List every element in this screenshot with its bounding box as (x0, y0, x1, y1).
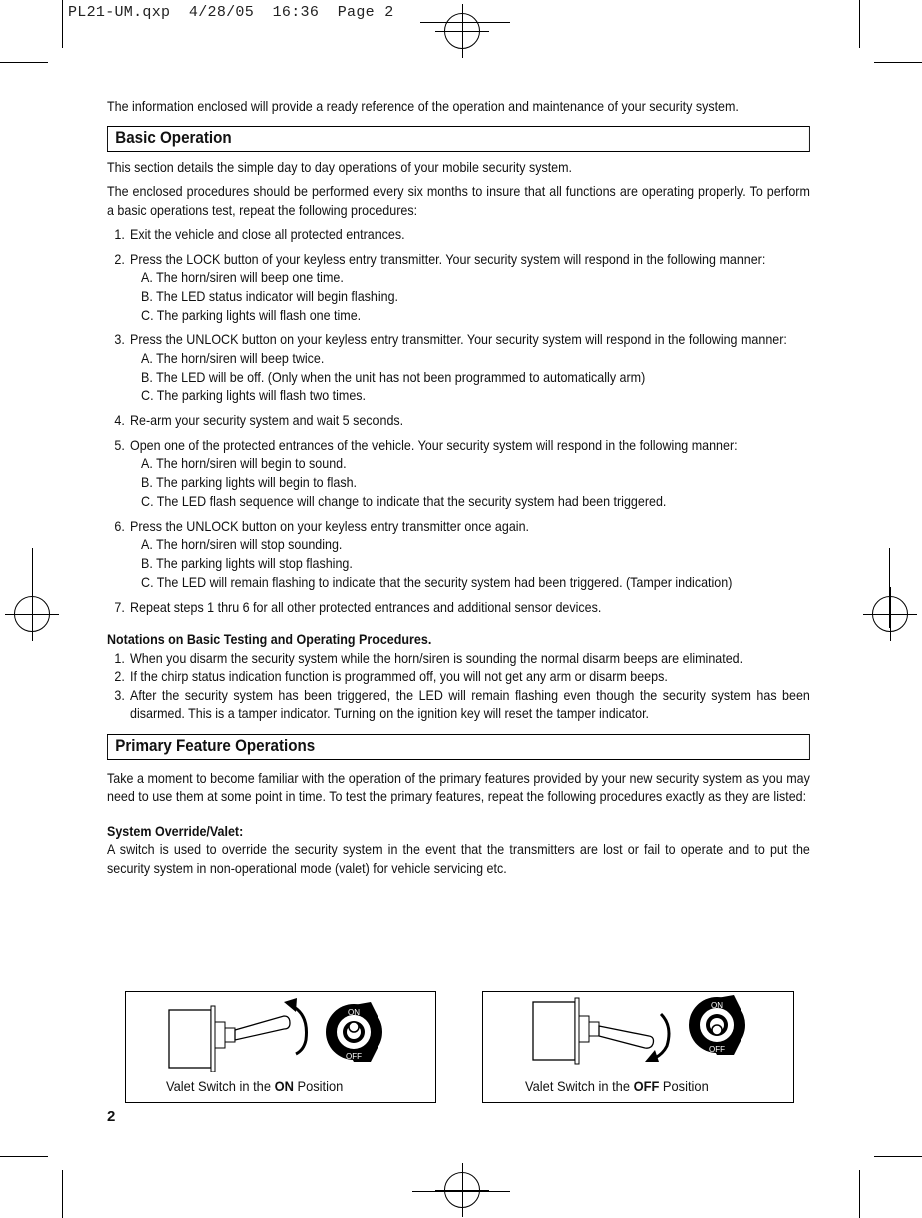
paragraph: Take a moment to become familiar with the operation of the primary features provided by your new security system as you may need to use them at some point in time. To test the primary features, repeat the following procedures exactly as they are listed: (107, 770, 810, 805)
toggle-switch-side-illustration (126, 992, 435, 1072)
switch-lever (599, 1026, 654, 1048)
step-text: Press the UNLOCK button on your keyless entry transmitter. Your security system will respond in the following manner: (130, 332, 787, 348)
caption-state: ON (274, 1078, 294, 1094)
sub-item: A. The horn/siren will beep one time. (141, 270, 344, 285)
registration-mark (444, 1172, 480, 1208)
sub-list (130, 269, 810, 325)
step-text: Re-arm your security system and wait 5 seconds. (130, 413, 404, 429)
figure-caption (525, 1078, 709, 1094)
caption-prefix: Valet Switch in the (166, 1078, 275, 1094)
switch-lever (235, 1016, 290, 1040)
sub-list (130, 536, 810, 592)
switch-label-off: OFF (709, 1045, 725, 1054)
step-number: 1. (114, 227, 125, 242)
registration-mark (444, 13, 480, 49)
crop-mark (859, 0, 860, 48)
note-number: 3. (114, 687, 125, 703)
paragraph: The enclosed procedures should be performed every six months to insure that all functions are operating properly. To perform a basic operations test, repeat the following procedures: (107, 184, 810, 218)
list-item (107, 251, 810, 326)
paragraph: A switch is used to override the security system in the event that the transmitters are lost or fail to operate and to put the security system in non-operational mode (valet) for vehicle servicing etc. (107, 842, 810, 876)
steps-list (107, 226, 810, 617)
intro-text: The information enclosed will provide a ready reference of the operation and maintenance of your security system. (107, 99, 739, 114)
printer-slug: PL21-UM.qxp 4/28/05 16:36 Page 2 (68, 4, 394, 21)
valet-title: System Override/Valet: (107, 823, 244, 839)
note-number: 1. (114, 650, 125, 666)
sub-list (130, 455, 810, 511)
switch-face-icon (326, 1002, 382, 1062)
list-item (107, 437, 810, 512)
list-item (107, 599, 810, 618)
figure-valet-off (482, 991, 794, 1103)
step-text: Exit the vehicle and close all protected entrances. (130, 227, 405, 242)
switch-nut (225, 1028, 235, 1042)
sub-item: C. The parking lights will flash one time. (141, 307, 362, 323)
sub-list (130, 350, 810, 406)
section-title: Basic Operation (115, 129, 232, 148)
switch-label-on: ON (348, 1008, 360, 1017)
list-item (107, 331, 810, 406)
switch-face-icon (689, 995, 745, 1055)
crop-mark (859, 1170, 860, 1218)
sub-item: A. The horn/siren will stop sounding. (141, 537, 343, 553)
switch-label-off: OFF (346, 1052, 362, 1061)
list-item (107, 650, 810, 669)
step-number: 2. (114, 251, 125, 267)
arrow-head (284, 998, 297, 1012)
page-number: 2 (107, 1108, 116, 1125)
crop-mark (874, 1156, 922, 1157)
figure-valet-on (125, 991, 436, 1103)
paragraph: This section details the simple day to day operations of your mobile security system. (107, 159, 573, 175)
sub-item: B. The parking lights will begin to flash. (141, 475, 358, 491)
section-title: Primary Feature Operations (115, 737, 316, 756)
note-text: After the security system has been triggered, the LED will remain flashing even though the security system has been disarmed. This is a tamper indicator. Turning on the ignition key will reset the tamper indicator. (130, 687, 810, 722)
caption-suffix: Position (293, 1078, 344, 1094)
caption-suffix: Position (659, 1078, 709, 1094)
sub-item: A. The horn/siren will beep twice. (141, 350, 325, 366)
step-number: 6. (114, 518, 125, 534)
rotation-arrow (655, 1014, 669, 1058)
step-number: 5. (114, 437, 125, 453)
sub-item: A. The horn/siren will begin to sound. (141, 456, 347, 472)
caption-prefix: Valet Switch in the (525, 1078, 634, 1094)
crop-mark (874, 62, 922, 63)
sub-item: B. The LED will be off. (Only when the unit has not been programmed to automatically arm) (141, 369, 646, 385)
step-number: 4. (114, 413, 125, 429)
page-content (107, 98, 810, 878)
crop-mark (412, 1191, 510, 1192)
step-text: Press the UNLOCK button on your keyless entry transmitter once again. (130, 518, 530, 534)
list-item (107, 518, 810, 593)
switch-body (533, 1002, 575, 1060)
step-text: Press the LOCK button of your keyless entry transmitter. Your security system will respond in the following manner: (130, 251, 766, 267)
sub-item: B. The parking lights will stop flashing. (141, 555, 353, 571)
sub-item: C. The LED flash sequence will change to indicate that the security system had been triggered. (141, 493, 667, 509)
list-item (107, 412, 810, 431)
arrow-head (645, 1050, 659, 1062)
sub-item: B. The LED status indicator will begin flashing. (141, 288, 399, 304)
section-heading-basic-operation (107, 126, 810, 152)
section-heading-primary-feature-operations (107, 734, 810, 760)
rotation-arrow (294, 1007, 307, 1054)
step-text: Repeat steps 1 thru 6 for all other protected entrances and additional sensor devices. (130, 599, 602, 615)
list-item (107, 226, 810, 245)
note-number: 2. (114, 669, 125, 685)
list-item (107, 668, 810, 687)
note-text: If the chirp status indication function is programmed off, you will not get any arm or disarm beeps. (130, 669, 668, 685)
caption-state: OFF (633, 1078, 660, 1094)
switch-body (169, 1010, 211, 1068)
sub-item: C. The parking lights will flash two times. (141, 388, 367, 404)
crop-mark (420, 22, 510, 23)
switch-bushing (215, 1022, 225, 1048)
notations-title: Notations on Basic Testing and Operating Procedures. (107, 632, 432, 648)
registration-mark (872, 596, 908, 632)
figure-caption (166, 1078, 343, 1094)
step-number: 7. (114, 599, 125, 615)
crop-mark (62, 0, 63, 48)
crop-mark (889, 548, 890, 628)
step-text: Open one of the protected entrances of the vehicle. Your security system will respond in the following manner: (130, 437, 738, 453)
toggle-switch-side-illustration (483, 992, 793, 1072)
list-item (107, 687, 810, 724)
switch-plate (575, 998, 579, 1064)
crop-mark (62, 1170, 63, 1218)
switch-plate (211, 1006, 215, 1072)
crop-mark (0, 1156, 48, 1157)
switch-nut (589, 1022, 599, 1036)
crop-mark (0, 62, 48, 63)
crop-mark (32, 548, 33, 628)
sub-item: C. The LED will remain flashing to indicate that the security system had been triggered. (Tamper indication) (141, 574, 733, 590)
note-text: When you disarm the security system while the horn/siren is sounding the normal disarm beeps are eliminated. (130, 650, 744, 666)
step-number: 3. (114, 332, 125, 348)
switch-bushing (579, 1016, 589, 1042)
switch-label-on: ON (711, 1001, 723, 1010)
